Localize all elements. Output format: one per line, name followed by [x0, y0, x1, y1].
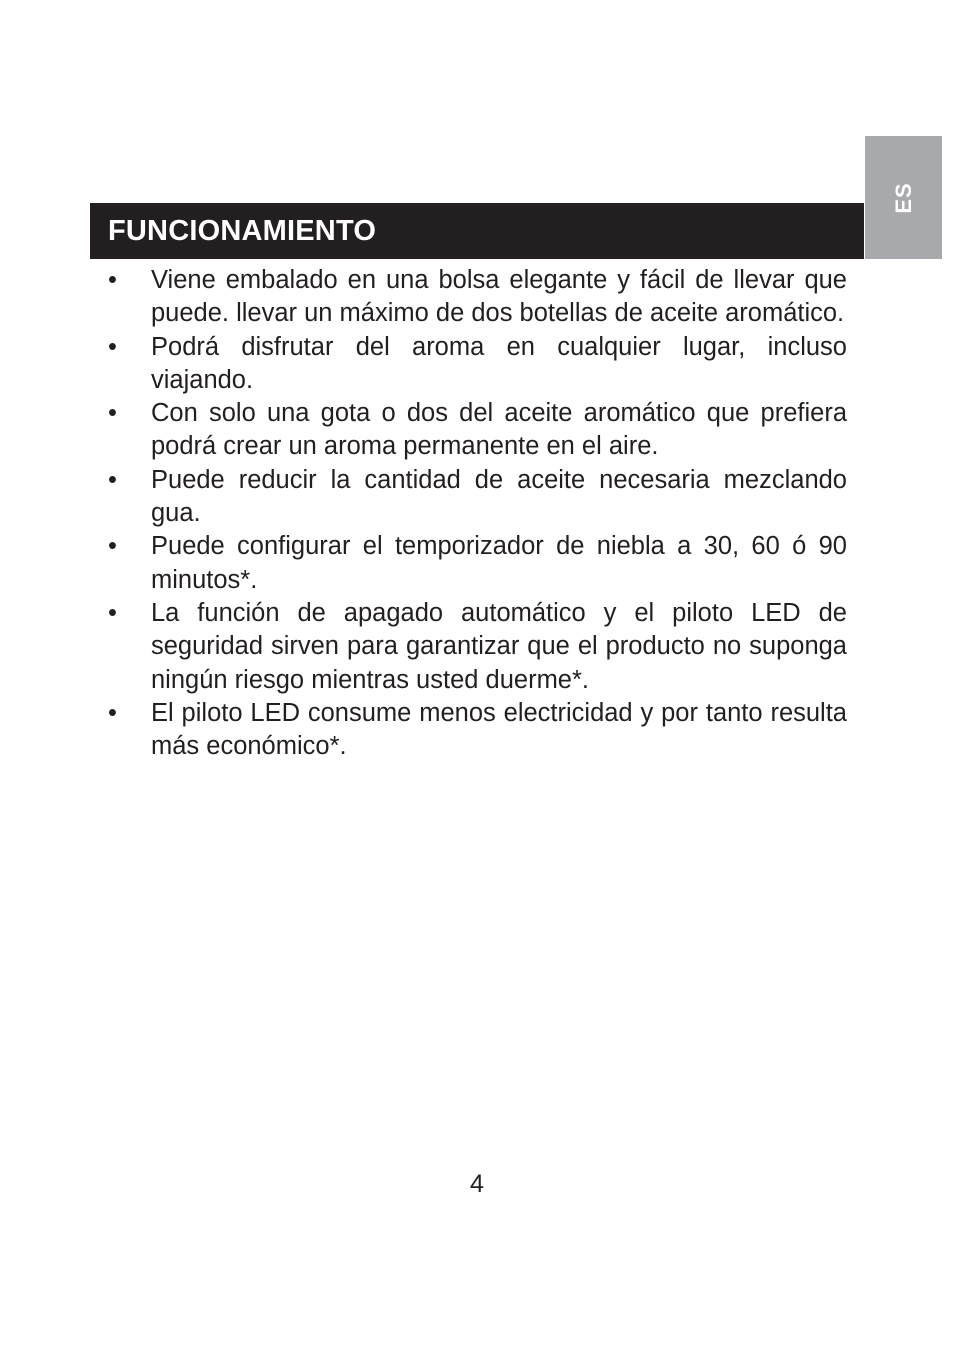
list-item	[104, 331, 847, 398]
list-item	[104, 530, 847, 597]
list-item	[104, 697, 847, 764]
list-item	[104, 597, 847, 697]
bullet-icon: •	[108, 266, 117, 294]
list-item-text: El piloto LED consume menos electricidad y por tanto resulta más económico*.	[151, 698, 847, 761]
bullet-icon: •	[108, 399, 117, 428]
list-item	[104, 397, 847, 464]
language-tab-label: ES	[890, 181, 916, 214]
bullet-icon: •	[108, 598, 117, 627]
page-number: 4	[470, 1170, 484, 1198]
list-item-text: Puede reducir la cantidad de aceite necesaria mezclando gua.	[151, 465, 847, 528]
language-tab	[865, 136, 942, 259]
list-item-text: La función de apagado automático y el piloto LED de seguridad sirven para garantizar que el producto no suponga ningún riesgo mientras usted duerme*.	[151, 598, 847, 694]
feature-list	[104, 264, 847, 763]
bullet-icon: •	[108, 332, 117, 361]
section-header	[90, 203, 864, 259]
bullet-icon: •	[108, 465, 117, 494]
list-item-text: Viene embalado en una bolsa elegante y fácil de llevar que puede. llevar un máximo de dos botellas de aceite aromático.	[151, 266, 847, 328]
list-item	[104, 464, 847, 531]
list-item-text: Con solo una gota o dos del aceite aromático que prefiera podrá crear un aroma permanente en el aire.	[151, 399, 847, 461]
list-item	[104, 264, 847, 331]
list-item-text: Podrá disfrutar del aroma en cualquier lugar, incluso viajando.	[151, 332, 847, 394]
section-title: FUNCIONAMIENTO	[108, 215, 377, 247]
bullet-icon: •	[108, 698, 117, 727]
bullet-icon: •	[108, 532, 117, 561]
list-item-text: Puede configurar el temporizador de niebla a 30, 60 ó 90 minutos*.	[151, 532, 847, 594]
